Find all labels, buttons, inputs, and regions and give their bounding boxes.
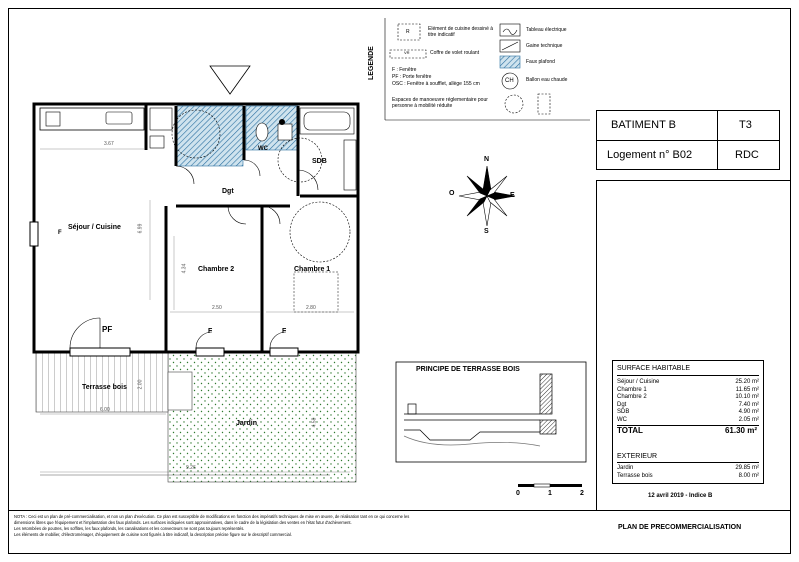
legend-title: LEGENDE: [368, 46, 375, 80]
window-label-pf: PF: [102, 325, 113, 334]
surface-row-value: 7.40 m²: [738, 401, 759, 408]
terrace-detail-title: PRINCIPE DE TERRASSE BOIS: [416, 366, 520, 373]
entrance-marker: [210, 66, 250, 94]
window-label-f1: F: [208, 328, 213, 335]
window-label-f2: F: [282, 328, 287, 335]
compass-n: N: [484, 156, 490, 163]
legend-vr-symbol: VR: [404, 50, 410, 55]
room-label-chambre1: Chambre 1: [294, 266, 331, 273]
scale-1: 1: [548, 490, 552, 497]
dim-280: 2.80: [306, 305, 316, 311]
note-line-4: Les éléments de mobilier, d'électroménager, d'équipement de cuisine sont figurés à titre indicatif, la description précise figure sur le descriptif commercial.: [14, 531, 292, 537]
window-label-f3: F: [58, 230, 62, 236]
dim-600: 6.00: [100, 407, 110, 413]
legend-pf: PF : Porte fenêtre: [392, 74, 432, 80]
surfaces-box: [612, 360, 764, 484]
terrace-detail-box: [396, 362, 586, 462]
dim-367: 3.67: [104, 141, 114, 147]
room-label-sdb: SDB: [312, 158, 327, 165]
title-block: [596, 110, 780, 170]
surface-row-label: WC: [617, 416, 627, 423]
room-label-dgt: Dgt: [222, 188, 234, 195]
compass-e: E: [510, 192, 515, 199]
legend-r-symbol: R: [406, 29, 410, 35]
legend-ch-symbol: CH: [505, 78, 514, 84]
surface-row-label: Séjour / Cuisine: [617, 379, 660, 385]
total-value: 61.30 m²: [724, 426, 757, 435]
surface-row-label: SDB: [617, 409, 630, 415]
total-label: TOTAL: [617, 426, 643, 435]
exterior-title: EXTERIEUR: [617, 453, 658, 460]
dim-434: 4.34: [181, 263, 188, 274]
compass-s: S: [484, 228, 489, 235]
room-label-sejour: Séjour / Cuisine: [68, 224, 121, 231]
surface-row-label: Chambre 2: [617, 394, 647, 400]
level-label: RDC: [735, 149, 759, 161]
terrace-area: [36, 352, 168, 412]
legend-f: F : Fenêtre: [392, 67, 417, 73]
legend-kitchen: Elément de cuisine dessiné à titre indicatif: [428, 26, 494, 38]
room-label-wc: WC: [258, 146, 268, 152]
surface-row-value: 8.00 m²: [738, 472, 759, 479]
dim-200: 2.00: [137, 379, 144, 390]
note-line-2: dimensions libres que l'équipement et l'implantation des faux plafonds. Les surfaces indiquées sont approximatives, dans le cadre de la législation des ventes en l'état futur d'achèvement.: [14, 519, 352, 525]
room-label-chambre2: Chambre 2: [198, 266, 235, 273]
disclaimer-note: [14, 514, 590, 538]
legend-water-heater: Ballon eau chaude: [526, 77, 568, 83]
surface-row-label: Jardin: [617, 465, 634, 471]
area-label-terrasse: Terrasse bois: [82, 384, 128, 391]
lot-label: Logement n° B02: [607, 149, 693, 161]
note-line-3: Les retombées de poutres, les soffites, les faux plafonds, les canalisations et les convecteurs ne sont pas toujours représentés.: [14, 525, 245, 531]
surface-row-value: 2.05 m²: [738, 416, 759, 423]
legend-duct: Gaine technique: [526, 43, 563, 49]
area-label-jardin: Jardin: [236, 420, 258, 427]
plan-title: PLAN DE PRECOMMERCIALISATION: [618, 524, 742, 531]
surface-row-label: Terrasse bois: [617, 472, 653, 479]
dim-699: 6.99: [137, 223, 144, 234]
dim-926: 9.26: [186, 465, 196, 471]
compass-rose: [459, 166, 515, 226]
surface-row-value: 29.85 m²: [735, 465, 759, 471]
building-label: BATIMENT B: [611, 119, 676, 131]
surface-row-value: 25.20 m²: [735, 379, 759, 385]
dim-250: 2.50: [212, 305, 222, 311]
legend-osc: OSC : Fenêtre à soufflet, allège 155 cm: [392, 81, 480, 87]
surface-row-label: Chambre 1: [617, 386, 647, 393]
surface-row-value: 10.10 m²: [735, 394, 759, 400]
surface-row-label: Dgt: [617, 401, 627, 408]
scale-bar: [518, 484, 582, 487]
legend-maneuver: Espaces de manoeuvre réglementaire pour personne à mobilité réduite: [392, 97, 488, 109]
scale-2: 2: [580, 490, 584, 497]
surface-row-value: 4.90 m²: [738, 409, 759, 415]
surface-row-value: 11.65 m²: [735, 386, 759, 393]
legend-shutter: Coffre de volet roulant: [430, 50, 480, 56]
surfaces-title: SURFACE HABITABLE: [617, 365, 691, 372]
type-label: T3: [739, 119, 752, 131]
scale-0: 0: [516, 490, 520, 497]
note-line-1: NOTA : Ceci est un plan de pré-commercialisation, et non un plan d'exécution. Ce plan est susceptible de modifications en fonction des impératifs techniques de mise en œuvre, de réalisation tant en ce qui concerne les: [14, 514, 410, 519]
garden-area: [168, 352, 356, 482]
date-index: 12 avril 2019 - Indice B: [648, 493, 713, 499]
legend-electric: Tableau électrique: [526, 27, 567, 33]
compass-o: O: [449, 190, 455, 197]
legend-false-ceiling: Faux plafond: [526, 59, 555, 65]
dim-458: 4.58: [311, 417, 318, 428]
